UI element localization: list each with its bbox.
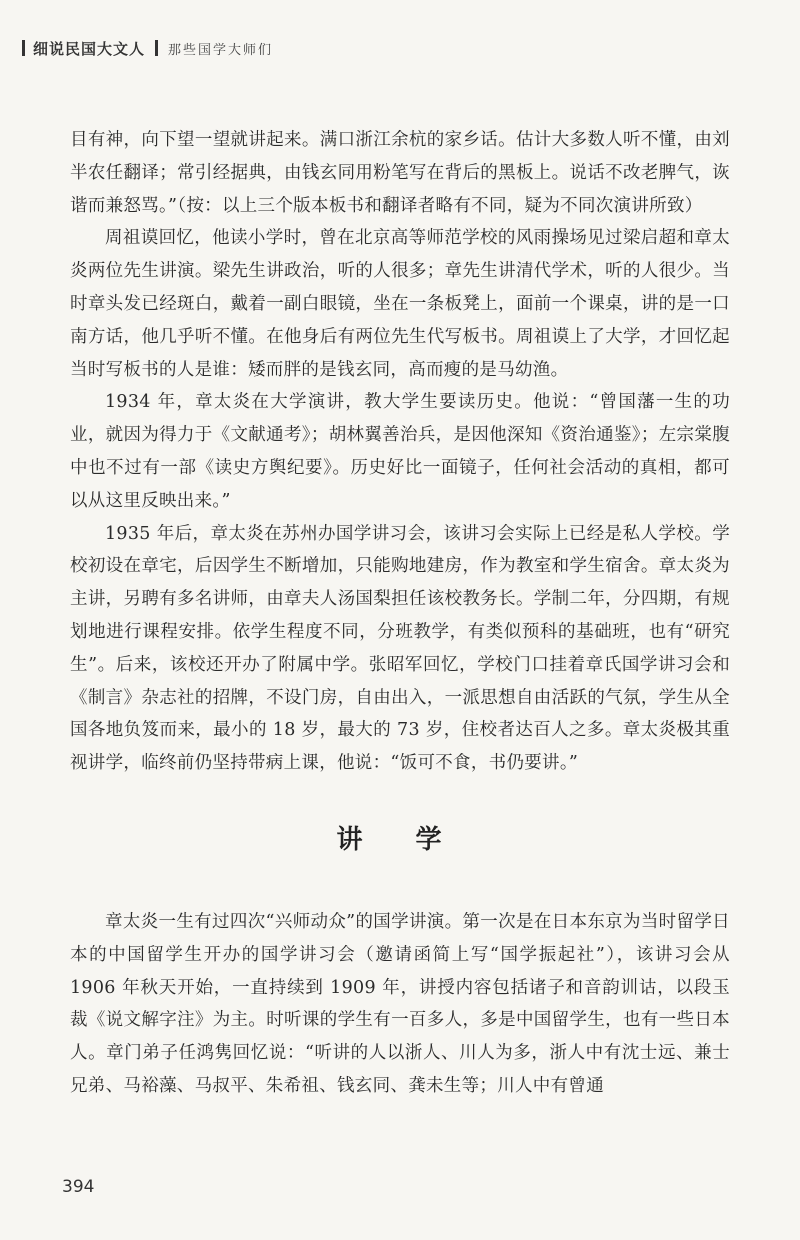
paragraph: 章太炎一生有过四次“兴师动众”的国学讲演。第一次是在日本东京为当时留学日本的中国留学生开办的国学讲习会（邀请函简上写“国学振起社”），该讲习会从 1906 年秋天开始，一直持续到 1909 年，讲授内容包括诸子和音韵训诂，以段玉裁《说文解字注》为主。时听课的学生有一百多人，多是中国留学生，也有一些日本人。章门弟子任鸿隽回忆说：“听讲的人以浙人、川人为多，浙人中有沈士远、兼士兄弟、马裕藻、马叔平、朱希祖、钱玄同、龚未生等；川人中有曾通 bbox=[70, 911, 730, 1096]
section-heading: 讲 学 bbox=[336, 824, 464, 855]
running-header bbox=[22, 36, 273, 60]
paragraph: 目有神，向下望一望就讲起来。满口浙江余杭的家乡话。估计大多数人听不懂，由刘半农任翻译；常引经据典，由钱玄同用粉笔写在背后的黑板上。说话不改老脾气，诙谐而兼怒骂。”（按：以上三个版本板书和翻译者略有不同，疑为不同次演讲所致） bbox=[70, 130, 730, 216]
paragraph: 1934 年，章太炎在大学演讲，教大学生要读历史。他说：“曾国藩一生的功业，就因为得力于《文献通考》；胡林翼善治兵，是因他深知《资治通鉴》；左宗棠腹中也不过有一部《读史方舆纪要》。历史好比一面镜子，任何社会活动的真相，都可以从这里反映出来。” bbox=[70, 392, 730, 511]
book-title: 细说民国大文人 bbox=[33, 39, 146, 58]
page-body bbox=[70, 124, 730, 1103]
page-number: 394 bbox=[62, 1177, 95, 1197]
paragraph: 1935 年后，章太炎在苏州办国学讲习会，该讲习会实际上已经是私人学校。学校初设在章宅，后因学生不断增加，只能购地建房，作为教室和学生宿舍。章太炎为主讲，另聘有多名讲师，由章夫人汤国梨担任该校教务长。学制二年，分四期，有规划地进行课程安排。依学生程度不同，分班教学，有类似预科的基础班，也有“研究生”。后来，该校还开办了附属中学。张昭军回忆，学校门口挂着章氏国学讲习会和《制言》杂志社的招牌，不设门房，自由出入，一派思想自由活跃的气氛，学生从全国各地负笈而来，最小的 18 岁，最大的 73 岁，住校者达百人之多。章太炎极其重视讲学，临终前仍坚持带病上课，他说：“饭可不食，书仍要讲。” bbox=[70, 523, 730, 774]
chapter-title: 那些国学大师们 bbox=[168, 42, 274, 58]
header-divider bbox=[22, 40, 25, 56]
paragraph: 周祖谟回忆，他读小学时，曾在北京高等师范学校的风雨操场见过梁启超和章太炎两位先生讲演。梁先生讲政治，听的人很多；章先生讲清代学术，听的人很少。当时章头发已经斑白，戴着一副白眼镜，坐在一条板凳上，面前一个课桌，讲的是一口南方话，他几乎听不懂。在他身后有两位先生代写板书。周祖谟上了大学，才回忆起当时写板书的人是谁：矮而胖的是钱玄同，高而瘦的是马幼渔。 bbox=[70, 228, 730, 380]
header-divider bbox=[155, 40, 158, 56]
